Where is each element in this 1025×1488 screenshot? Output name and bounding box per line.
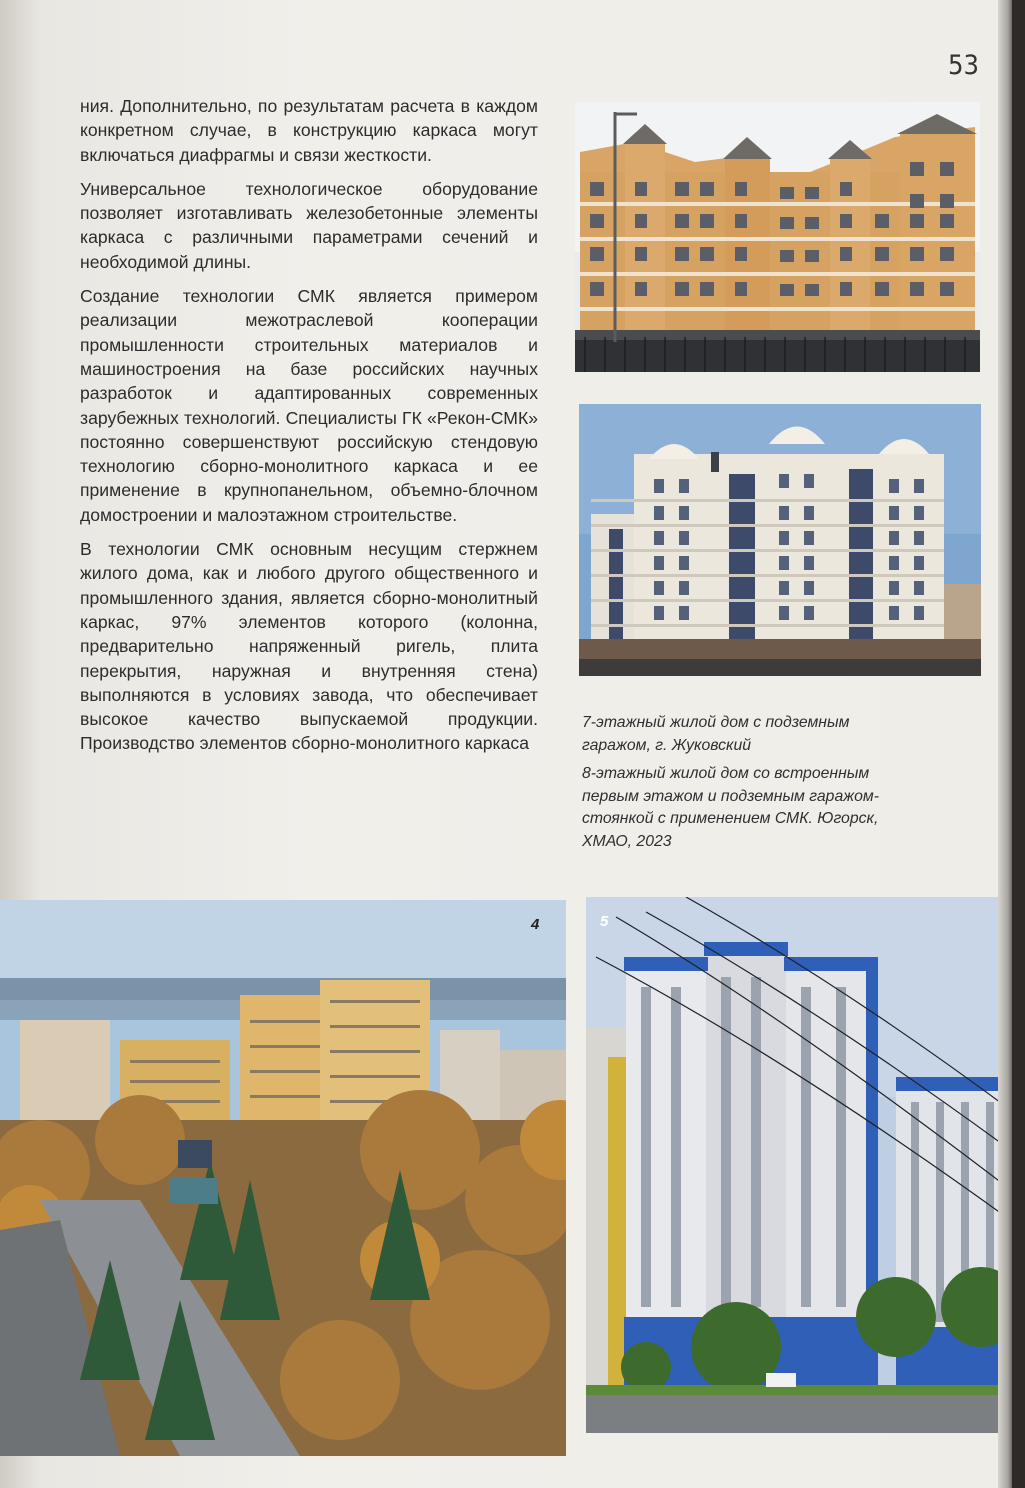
photo-number-4: 4 <box>531 916 540 933</box>
body-text <box>80 94 538 766</box>
caption-1: 7-этажный жилой дом с подземным гаражом, г. Жуковский <box>582 714 850 754</box>
paragraph-4: В технологии СМК основным несущим стержнем жилого дома, как и любого другого общественного и промышленного здания, является сборно-монолитный каркас, 97% элементов которого (колонна, предварительно напряженный ригель, плита перекрытия, наружная и внутренняя стена) выполняются в условиях завода, что обеспечивает высокое качество выпускаемой продукции. Производство элементов сборно-монолитного каркаса <box>80 539 538 754</box>
photo-yugorsk-building <box>579 404 981 676</box>
paragraph-3: Создание технологии СМК является примером реализации межотраслевой кооперации промышленности строительных материалов и машиностроения на базе российских научных разработок и адаптированных современных зарубежных технологий. Специалисты ГК «Рекон-СМК» постоянно совершенствуют российскую стендовую технологию сборно-монолитного каркаса и ее применение в крупнопанельном, объемно-блочном домостроении и малоэтажном строительстве. <box>80 286 538 525</box>
photo-number-5: 5 <box>600 913 609 930</box>
caption-2: 8-этажный жилой дом со встроенным первым этажом и подземным гаражом-стоянкой с применением СМК. Югорск, ХМАО, 2023 <box>582 765 879 850</box>
photo-zhukovsky-building <box>575 102 980 372</box>
photo-city-panorama <box>0 900 566 1456</box>
photo-captions <box>582 712 907 859</box>
page-number: 53 <box>948 50 979 81</box>
photo-highrise-complex <box>586 897 1012 1433</box>
paragraph-2: Универсальное технологическое оборудование позволяет изготавливать железобетонные элементы каркаса с различными параметрами сечений и необходимой длины. <box>80 178 538 272</box>
page-edge <box>998 0 1012 1488</box>
paragraph-1: ния. Дополнительно, по результатам расчета в каждом конкретном случае, в конструкцию каркаса могут включаться диафрагмы и связи жесткости. <box>80 96 538 165</box>
